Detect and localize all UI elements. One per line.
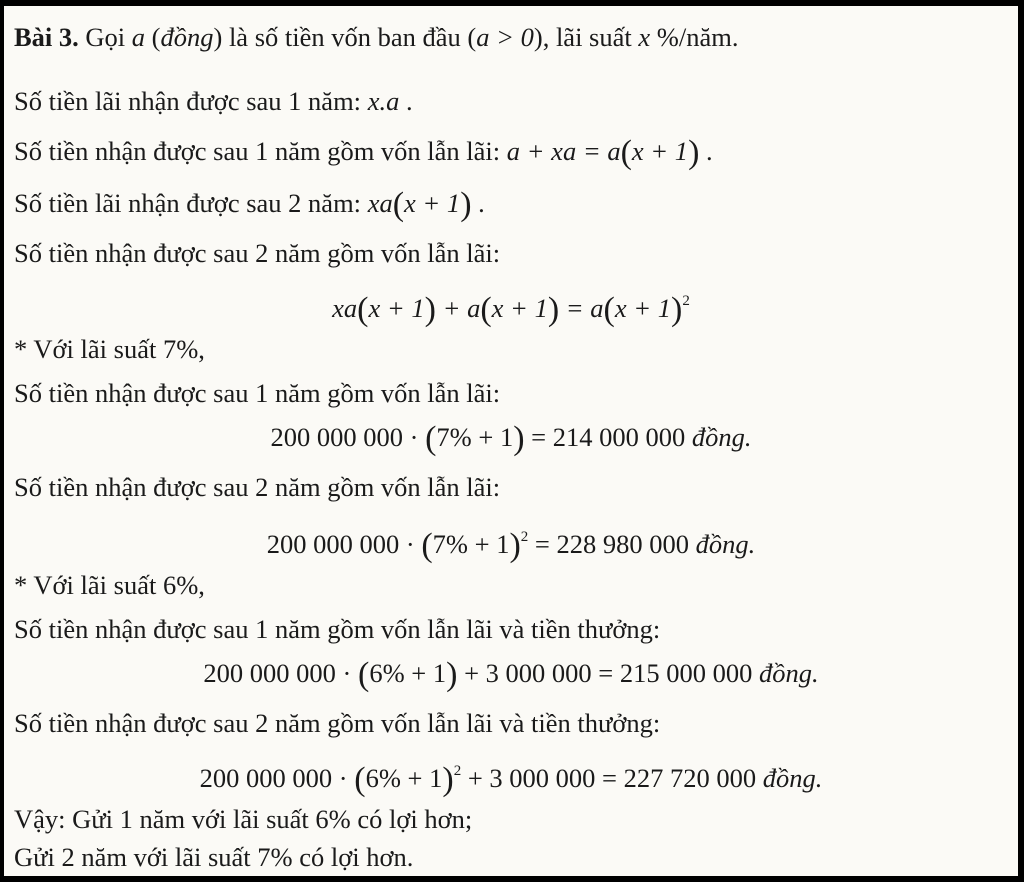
math-expr: 200 000 000 · — [203, 658, 358, 688]
intro-text: Gọi — [85, 22, 132, 52]
math-expr: x + 1 — [491, 293, 548, 323]
left-paren: ( — [425, 420, 437, 457]
condition: a > 0 — [476, 22, 534, 52]
right-paren: ) — [424, 291, 436, 328]
right-paren: ) — [547, 291, 560, 328]
case-6-year2-label: Số tiền nhận được sau 2 năm gồm vốn lẫn lãi và tiền thưởng: — [14, 708, 661, 738]
general-equation — [4, 284, 1018, 328]
var-x: x — [638, 22, 651, 52]
case-6-year1-equation — [4, 656, 1018, 693]
exponent: 2 — [682, 293, 690, 309]
math-expr: x + 1 — [368, 293, 425, 323]
left-paren: ( — [620, 134, 632, 171]
math-expr: x.a — [367, 86, 400, 116]
case-7-year2-equation — [4, 520, 1018, 564]
left-paren: ( — [354, 761, 366, 798]
math-expr: 6% + 1 — [365, 763, 443, 793]
problem-label: Bài 3. — [14, 22, 79, 52]
conclusion-line-2: Gửi 2 năm với lãi suất 7% có lợi hơn. — [14, 842, 414, 872]
right-paren: ) — [442, 761, 454, 798]
intro-text: ( — [145, 22, 161, 52]
right-paren: ) — [460, 186, 472, 223]
math-expr: 200 000 000 · — [270, 422, 426, 452]
exponent: 2 — [453, 763, 462, 779]
currency-word: đồng — [160, 22, 214, 52]
math-expr: = 228 980 000 — [528, 529, 696, 559]
total-1-year — [14, 134, 713, 171]
math-expr: + 3 000 000 = 215 000 000 — [457, 658, 759, 688]
math-expr: 7% + 1 — [436, 422, 514, 452]
punct: . — [399, 86, 413, 116]
punct: . — [471, 188, 485, 218]
left-paren: ( — [392, 186, 405, 223]
math-expr: x + 1 — [614, 293, 672, 323]
unit-label: đồng. — [762, 763, 823, 793]
conclusion-line-1: Vậy: Gửi 1 năm với lãi suất 6% có lợi hơn; — [14, 804, 473, 834]
math-expr: + a — [435, 293, 481, 323]
left-paren: ( — [357, 291, 369, 328]
left-paren: ( — [421, 527, 433, 564]
math-expr: x + 1 — [631, 136, 689, 166]
math-expr: 6% + 1 — [369, 658, 447, 688]
var-a: a — [131, 22, 146, 52]
total-2-year-label: Số tiền nhận được sau 2 năm gồm vốn lẫn lãi: — [14, 238, 501, 268]
intro-text: %/năm. — [650, 22, 739, 52]
math-expr: xa — [367, 188, 393, 218]
intro-text: ), lãi suất — [533, 22, 639, 52]
case-7-heading: * Với lãi suất 7%, — [14, 334, 205, 364]
case-6-year1-label: Số tiền nhận được sau 1 năm gồm vốn lẫn lãi và tiền thưởng: — [14, 614, 661, 644]
right-paren: ) — [446, 656, 458, 693]
line-text: Số tiền lãi nhận được sau 1 năm: — [14, 86, 368, 116]
problem-statement — [14, 20, 738, 54]
math-expr: + 3 000 000 = 227 720 000 — [461, 763, 763, 793]
math-expr: 7% + 1 — [432, 529, 510, 559]
case-6-heading: * Với lãi suất 6%, — [14, 570, 205, 600]
math-expr: = 214 000 000 — [524, 422, 692, 452]
left-paren: ( — [480, 291, 492, 328]
math-expr: xa — [332, 293, 358, 323]
right-paren: ) — [513, 420, 525, 457]
math-expr: x + 1 — [404, 188, 461, 218]
left-paren: ( — [603, 291, 615, 328]
case-7-year1-equation — [4, 420, 1018, 457]
case-7-year1-label: Số tiền nhận được sau 1 năm gồm vốn lẫn lãi: — [14, 378, 501, 408]
unit-label: đồng. — [691, 422, 752, 452]
case-6-year2-equation — [4, 754, 1018, 798]
right-paren: ) — [671, 291, 683, 328]
line-text: Số tiền nhận được sau 1 năm gồm vốn lẫn lãi: — [14, 136, 507, 166]
unit-label: đồng. — [695, 529, 756, 559]
math-expr: 200 000 000 · — [199, 763, 355, 793]
right-paren: ) — [688, 134, 700, 171]
case-7-year2-label: Số tiền nhận được sau 2 năm gồm vốn lẫn lãi: — [14, 472, 501, 502]
unit-label: đồng. — [758, 658, 819, 688]
math-expr: 200 000 000 · — [266, 529, 422, 559]
intro-text: ) là số tiền vốn ban đầu ( — [213, 22, 477, 52]
right-paren: ) — [509, 527, 521, 564]
math-expr: a + xa = a — [506, 136, 621, 166]
punct: . — [699, 136, 713, 166]
document-page — [4, 6, 1018, 876]
left-paren: ( — [358, 656, 370, 693]
exponent: 2 — [520, 529, 529, 545]
math-expr: = a — [559, 293, 604, 323]
interest-1-year — [14, 84, 413, 118]
interest-2-year — [14, 186, 485, 223]
line-text: Số tiền lãi nhận được sau 2 năm: — [14, 188, 368, 218]
